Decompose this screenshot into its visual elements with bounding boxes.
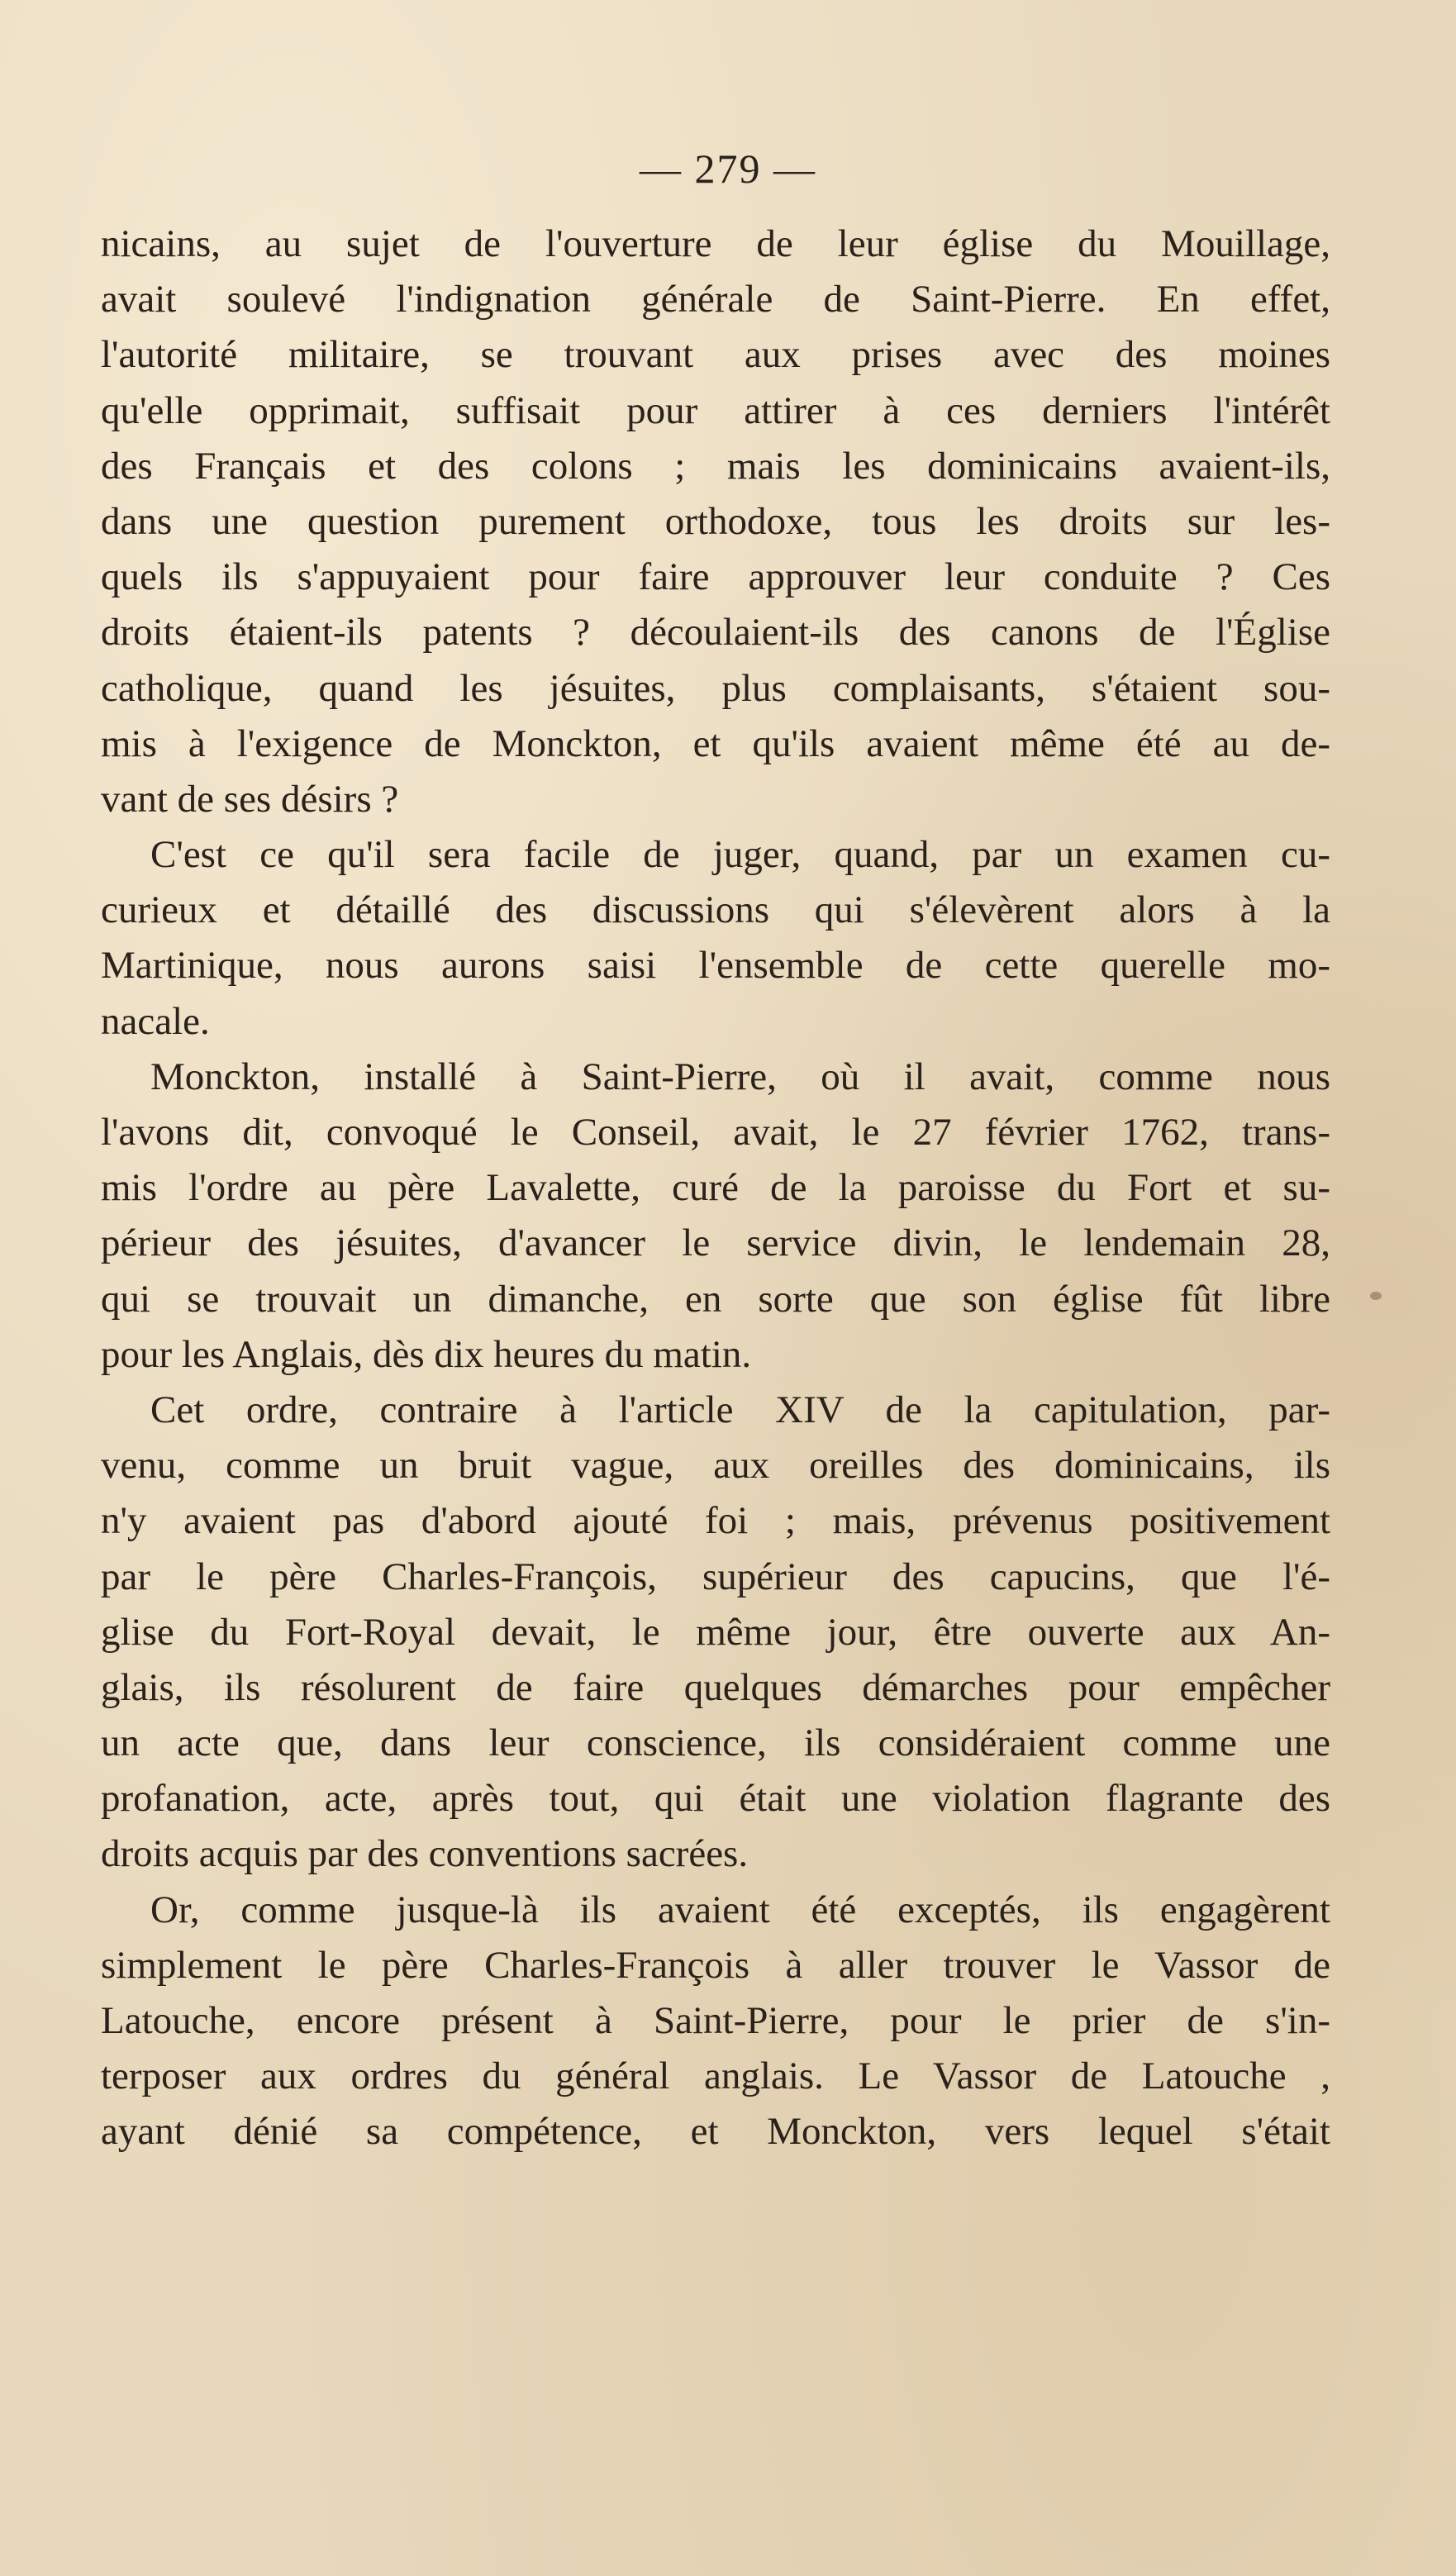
text-line: l'autorité militaire, se trouvant aux prises avec des moines	[101, 333, 1330, 377]
text-line: mis l'ordre au père Lavalette, curé de la paroisse du Fort et su-	[101, 1166, 1330, 1210]
text-line: droits étaient-ils patents ? découlaient-ils des canons de l'Église	[101, 611, 1330, 655]
text-line: avait soulevé l'indignation générale de Saint-Pierre. En effet,	[101, 278, 1330, 321]
text-line: Cet ordre, contraire à l'article XIV de la capitulation, par-	[150, 1388, 1330, 1431]
text-line: glise du Fort-Royal devait, le même jour, être ouverte aux An-	[101, 1610, 1330, 1654]
text-line: qu'elle opprimait, suffisait pour attirer à ces derniers l'intérêt	[101, 388, 1330, 432]
text-line: Monckton, installé à Saint-Pierre, où il avait, comme nous	[150, 1055, 1330, 1098]
text-line: simplement le père Charles-François à aller trouver le Vassor de	[101, 1943, 1330, 1987]
text-line: Latouche, encore présent à Saint-Pierre, pour le prier de s'in-	[101, 1999, 1330, 2042]
text-line: qui se trouvait un dimanche, en sorte que son église fût libre	[101, 1277, 1330, 1321]
text-line: glais, ils résolurent de faire quelques démarches pour empêcher	[101, 1665, 1330, 1709]
text-line: quels ils s'appuyaient pour faire approuver leur conduite ? Ces	[101, 555, 1330, 599]
text-line: des Français et des colons ; mais les dominicains avaient-ils,	[101, 444, 1330, 488]
text-line: mis à l'exigence de Monckton, et qu'ils avaient même été au de-	[101, 721, 1330, 765]
text-line: profanation, acte, après tout, qui était une violation flagrante des	[101, 1777, 1330, 1821]
text-line: pour les Anglais, dès dix heures du matin.	[101, 1332, 752, 1376]
text-line: C'est ce qu'il sera facile de juger, quand, par un examen cu-	[150, 833, 1330, 877]
page-number: — 279 —	[640, 145, 816, 192]
text-line: catholique, quand les jésuites, plus complaisants, s'étaient sou-	[101, 666, 1330, 710]
paper-speck	[1370, 1292, 1382, 1300]
text-line: nacale.	[101, 999, 210, 1043]
text-line: par le père Charles-François, supérieur des capucins, que l'é-	[101, 1555, 1330, 1598]
text-line: nicains, au sujet de l'ouverture de leur église du Mouillage,	[101, 222, 1330, 265]
body-text	[101, 217, 1330, 2160]
text-line: curieux et détaillé des discussions qui s'élevèrent alors à la	[101, 888, 1330, 932]
text-line: un acte que, dans leur conscience, ils considéraient comme une	[101, 1721, 1330, 1765]
text-line: n'y avaient pas d'abord ajouté foi ; mais, prévenus positivement	[101, 1499, 1330, 1543]
text-line: périeur des jésuites, d'avancer le service divin, le lendemain 28,	[101, 1221, 1330, 1265]
text-line: droits acquis par des conventions sacrées.	[101, 1832, 749, 1876]
text-line: l'avons dit, convoqué le Conseil, avait, le 27 février 1762, trans-	[101, 1111, 1330, 1154]
text-line: dans une question purement orthodoxe, tous les droits sur les-	[101, 499, 1330, 543]
text-line: Martinique, nous aurons saisi l'ensemble de cette querelle mo-	[101, 944, 1330, 988]
text-line: ayant dénié sa compétence, et Monckton, vers lequel s'était	[101, 2110, 1330, 2154]
text-line: terposer aux ordres du général anglais. Le Vassor de Latouche ,	[101, 2055, 1330, 2098]
text-line: venu, comme un bruit vague, aux oreilles des dominicains, ils	[101, 1444, 1330, 1488]
text-line: vant de ses désirs ?	[101, 777, 399, 821]
text-line: Or, comme jusque-là ils avaient été exceptés, ils engagèrent	[150, 1888, 1330, 1931]
